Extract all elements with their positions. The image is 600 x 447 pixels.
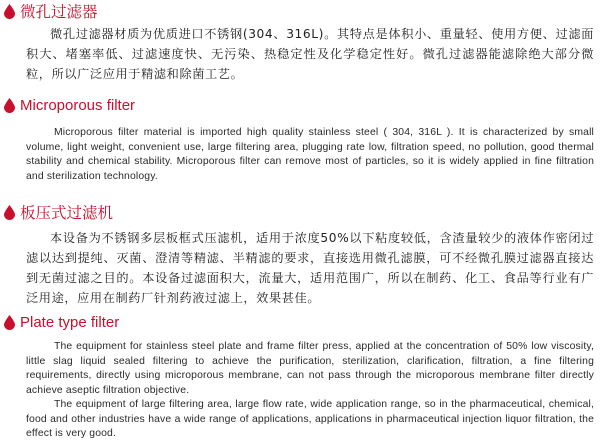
paragraph: The equipment for stainless steel plate and frame filter press, applied at the concentration of 50% low viscosity, little slag liquid sealed filtering to achieve the purification, sterilization, clarification, filtration, a fine filtering requirements, directly using microporous membrane, can not pass through the microporous membrane filter directly achieve aseptic filtration objective. xyxy=(26,341,594,396)
heading-text: Microporous filter xyxy=(20,97,136,114)
paragraph: The equipment of large filtering area, large flow rate, wide application range, so in the pharmaceutical, chemical, food and other industries have a wide range of applications, applications in pharmaceutical injection liquor filtration, the effect is very good. xyxy=(26,399,594,440)
section-heading xyxy=(0,313,600,333)
section-heading xyxy=(0,2,600,22)
red-drop-icon xyxy=(4,4,15,19)
red-drop-icon xyxy=(4,205,15,220)
section-microporous-filter-cn xyxy=(0,2,600,22)
section-microporous-filter-en xyxy=(0,96,600,116)
red-drop-icon xyxy=(4,98,15,113)
heading-text: 微孔过滤器 xyxy=(20,3,98,21)
section-plate-filter-en xyxy=(0,313,600,333)
heading-text: Plate type filter xyxy=(20,314,120,331)
paragraph: Microporous filter material is imported high quality stainless steel ( 304, 316L ). It is characterized by small volume, light weight, convenient use, large filtering area, plugging rate low, filtration speed, no pollution, good thermal stability and chemical stability. Microporous filter can remove most of particles, so it is widely applied in fine filtration and sterilization technology. xyxy=(26,127,594,182)
section-heading xyxy=(0,96,600,116)
paragraph: 本设备为不锈钢多层板框式压滤机，适用于浓度50%以下粘度较低，含渣量较少的液体作密闭过滤以达到提纯、灭菌、澄清等精滤、半精滤的要求，直接选用微孔滤膜，可不经微孔膜过滤器直接达到无菌过滤之目的。本设备过滤面积大，流量大，适用范围广，所以在制药、化工、食品等行业有广泛用途，应用在制药厂针剂药液过滤上，效果甚佳。 xyxy=(26,231,594,305)
heading-text: 板压式过滤机 xyxy=(20,204,114,222)
section-plate-filter-cn xyxy=(0,203,600,223)
section-heading xyxy=(0,203,600,223)
paragraph: 微孔过滤器材质为优质进口不锈钢(304、316L)。其特点是体积小、重量轻、使用方便、过滤面积大、堵塞率低、过滤速度快、无污染、热稳定性及化学稳定性好。微孔过滤器能滤除绝大部分微粒，所以广泛应用于精滤和除菌工艺。 xyxy=(26,27,594,81)
red-drop-icon xyxy=(4,315,15,330)
